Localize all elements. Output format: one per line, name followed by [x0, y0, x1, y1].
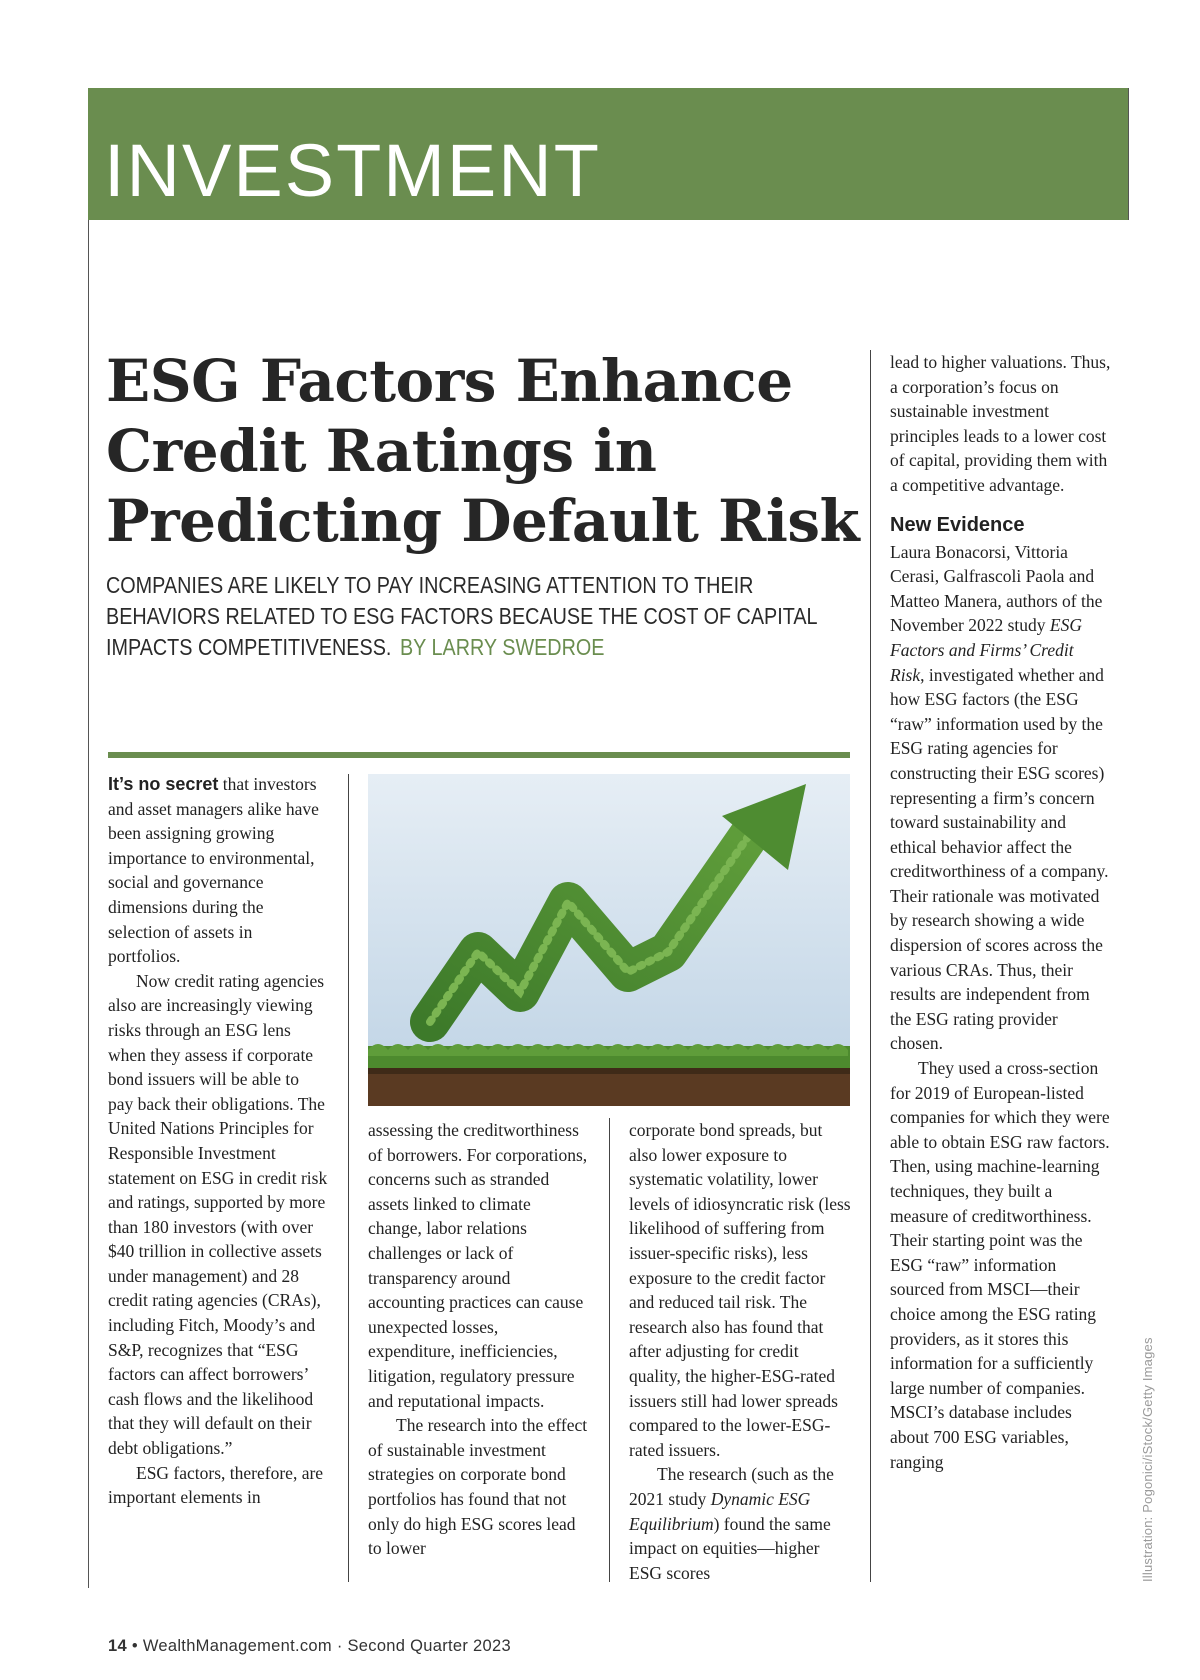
paragraph-text: ) found the same impact on equities—higher ESG scores [629, 1513, 831, 1583]
body-paragraph [629, 1462, 851, 1585]
page-number: 14 [108, 1637, 127, 1655]
article-headline: ESG Factors Enhance Credit Ratings in Predicting Default Risk [106, 347, 860, 555]
green-divider [108, 752, 850, 758]
paragraph-text: that investors and asset managers alike have been assigning growing importance to environmental, social and governance dimensions during the selection of assets in portfolios. [108, 774, 319, 967]
paragraph-text: , investigated whether and how ESG factors (the ESG “raw” information used by the ESG rating agencies for constructing their ESG scores) representing a firm’s concern toward sustainability and ethical behavior affect the creditworthiness of a company. Their rationale was motivated by research showing a wide dispersion of scores across the various CRAs. Thus, their results are independent from the ESG rating provider chosen. [890, 664, 1109, 1054]
body-paragraph: They used a cross-section for 2019 of European-listed companies for which they were able to obtain ESG raw factors. Then, using machine-learning techniques, they built a measure of creditworthiness. Their starting point was the ESG “raw” information sourced from MSCI—their choice among the ESG rating providers, as it stores this information for a sufficiently large number of companies. MSCI’s database includes about 700 ESG variables, ranging [890, 1058, 1110, 1472]
photo-credit: Illustration: Pogonici/iStock/Getty Images [1140, 1337, 1155, 1582]
article-deck [106, 570, 846, 663]
body-paragraph: lead to higher valuations. Thus, a corporation’s focus on sustainable investment principles leads to a lower cost of capital, providing them with a competitive advantage. [890, 352, 1111, 495]
body-paragraph: The research into the effect of sustainable investment strategies on corporate bond portfolios has found that not only do high ESG scores lead to lower [368, 1415, 588, 1559]
paragraph-text: Laura Bonacorsi, Vittoria Cerasi, Galfrascoli Paola and Matteo Manera, authors of the November 2022 study [890, 541, 1103, 636]
byline: BY LARRY SWEDROE [399, 634, 605, 660]
page-frame-left-rule [88, 88, 89, 1588]
grass-arrow-chart-icon [368, 774, 850, 1106]
column-rule [348, 774, 349, 1582]
publication-line: WealthManagement.com · Second Quarter 2023 [142, 1637, 511, 1655]
body-column-1 [108, 772, 328, 1510]
lead-in: It’s no secret [108, 774, 219, 794]
study-title: Dynamic ESG Equilibrium [629, 1488, 811, 1534]
page-frame-right-rule [1128, 88, 1129, 220]
body-paragraph [108, 772, 328, 969]
body-column-4 [890, 350, 1112, 1474]
body-paragraph [890, 540, 1112, 1056]
body-column-2 [368, 1118, 588, 1561]
body-paragraph: ESG factors, therefore, are important elements in [108, 1462, 324, 1508]
section-title: INVESTMENT [104, 129, 601, 212]
body-paragraph: assessing the creditworthiness of borrowers. For corporations, concerns such as stranded assets linked to climate change, labor relations challenges or lack of transparency around accounting practices can cause unexpected losses, expenditure, inefficiencies, litigation, regulatory pressure and reputational impacts. [368, 1120, 588, 1411]
paragraph-text: The research (such as the 2021 study [629, 1464, 834, 1509]
column-rule [870, 350, 871, 1582]
body-paragraph: Now credit rating agencies also are increasingly viewing risks through an ESG lens when they assess if corporate bond issuers will be able to pay back their obligations. The United Nations Principles for Responsible Investment statement on ESG in credit risk and ratings, supported by more than 180 investors (with over $40 trillion in collective assets under management) and 28 credit rating agencies (CRAs), including Fitch, Moody’s and S&P, recognizes that “ESG factors can affect borrowers’ cash flows and the likelihood that they will default on their debt obligations.” [108, 970, 328, 1459]
column-rule [609, 1118, 610, 1582]
footer-bullet: • [131, 1637, 138, 1655]
subhead: New Evidence [890, 513, 1025, 536]
body-column-3 [629, 1118, 851, 1585]
body-paragraph: corporate bond spreads, but also lower exposure to systematic volatility, lower levels of idiosyncratic risk (less likelihood of suffering from issuer-specific risks), less exposure to the credit factor and reduced tail risk. The research also has found that after adjusting for credit quality, the higher-ESG-rated issuers still had lower spreads compared to the lower-ESG-rated issuers. [629, 1120, 851, 1460]
section-banner [88, 88, 1128, 220]
page-footer [108, 1637, 511, 1656]
deck-text: COMPANIES ARE LIKELY TO PAY INCREASING ATTENTION TO THEIR BEHAVIORS RELATED TO ESG FACTORS BECAUSE THE COST OF CAPITAL IMPACTS COMPETITIVENESS. [106, 572, 817, 660]
study-title: ESG Factors and Firms’ Credit Risk [890, 615, 1082, 685]
